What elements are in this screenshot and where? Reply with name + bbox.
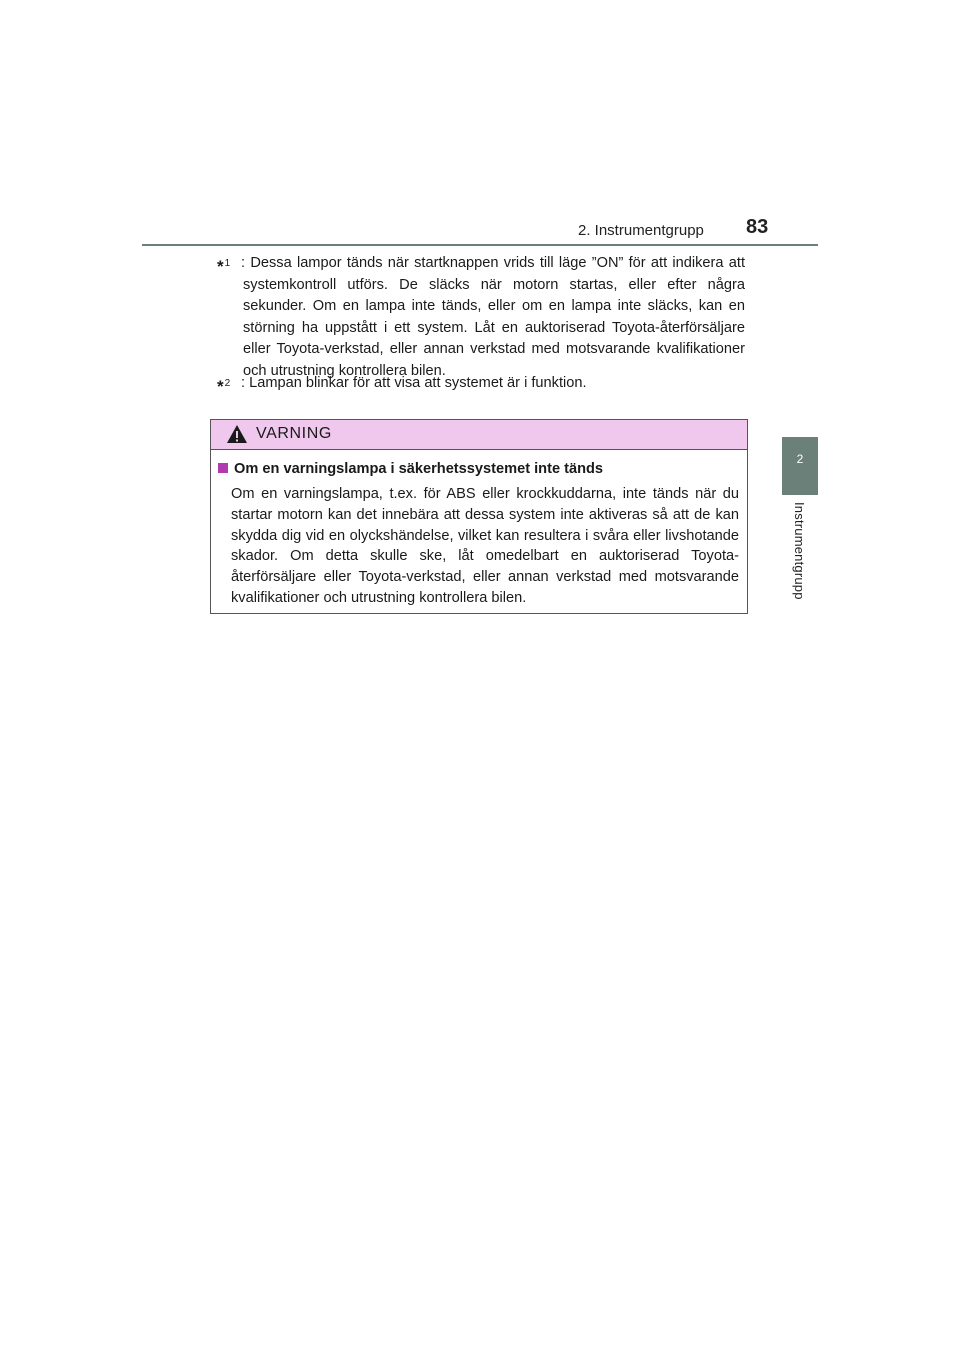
footnote-2	[217, 373, 745, 395]
warning-heading: Om en varningslampa i säkerhetssystemet inte tänds	[218, 461, 603, 477]
warning-box	[210, 419, 748, 614]
chapter-tab	[782, 437, 818, 495]
page-number: 83	[746, 216, 769, 238]
warning-header	[211, 420, 747, 450]
square-bullet-icon	[218, 463, 228, 473]
footnote-1	[217, 253, 745, 382]
footnote-marker: *$^1$	[217, 257, 231, 276]
chapter-label: Instrumentgrupp	[792, 502, 807, 600]
warning-text: Om en varningslampa, t.ex. för ABS eller krockkuddarna, inte tänds när du startar motorn kan det innebära att dessa system inte aktiveras så att de kan skydda dig vid en olyckshändelse, vilket kan resultera i svåra eller livshotande skador. Om detta skulle ske, låt omedelbart en auktoriserad Toyota-återförsäljare eller Toyota-verkstad, eller annan verkstad med motsvarande kvalifikationer och utrustning kontrollera bilen.	[231, 486, 739, 606]
chapter-number: 2	[796, 452, 804, 466]
footnote-text: : Lampan blinkar för att visa att systemet är i funktion.	[241, 375, 587, 391]
warning-triangle-icon	[226, 424, 248, 444]
footnote-marker: *$^2$	[217, 377, 231, 396]
warning-title: VARNING	[256, 425, 332, 442]
header-divider	[142, 244, 818, 246]
footnote-text: : Dessa lampor tänds när startknappen vrids till läge ”ON” för att indikera att systemkontroll utförs. De släcks när motorn startas, eller efter några sekunder. Om en lampa inte tänds, eller om en lampa inte släcks, kan en störning ha uppstått i ett system. Låt en auktoriserad Toyota-återförsäljare eller Toyota-verkstad, eller annan verkstad med motsvarande kvalifikationer och utrustning kontrollera bilen.	[241, 255, 745, 379]
section-title: 2. Instrumentgrupp	[578, 222, 704, 239]
